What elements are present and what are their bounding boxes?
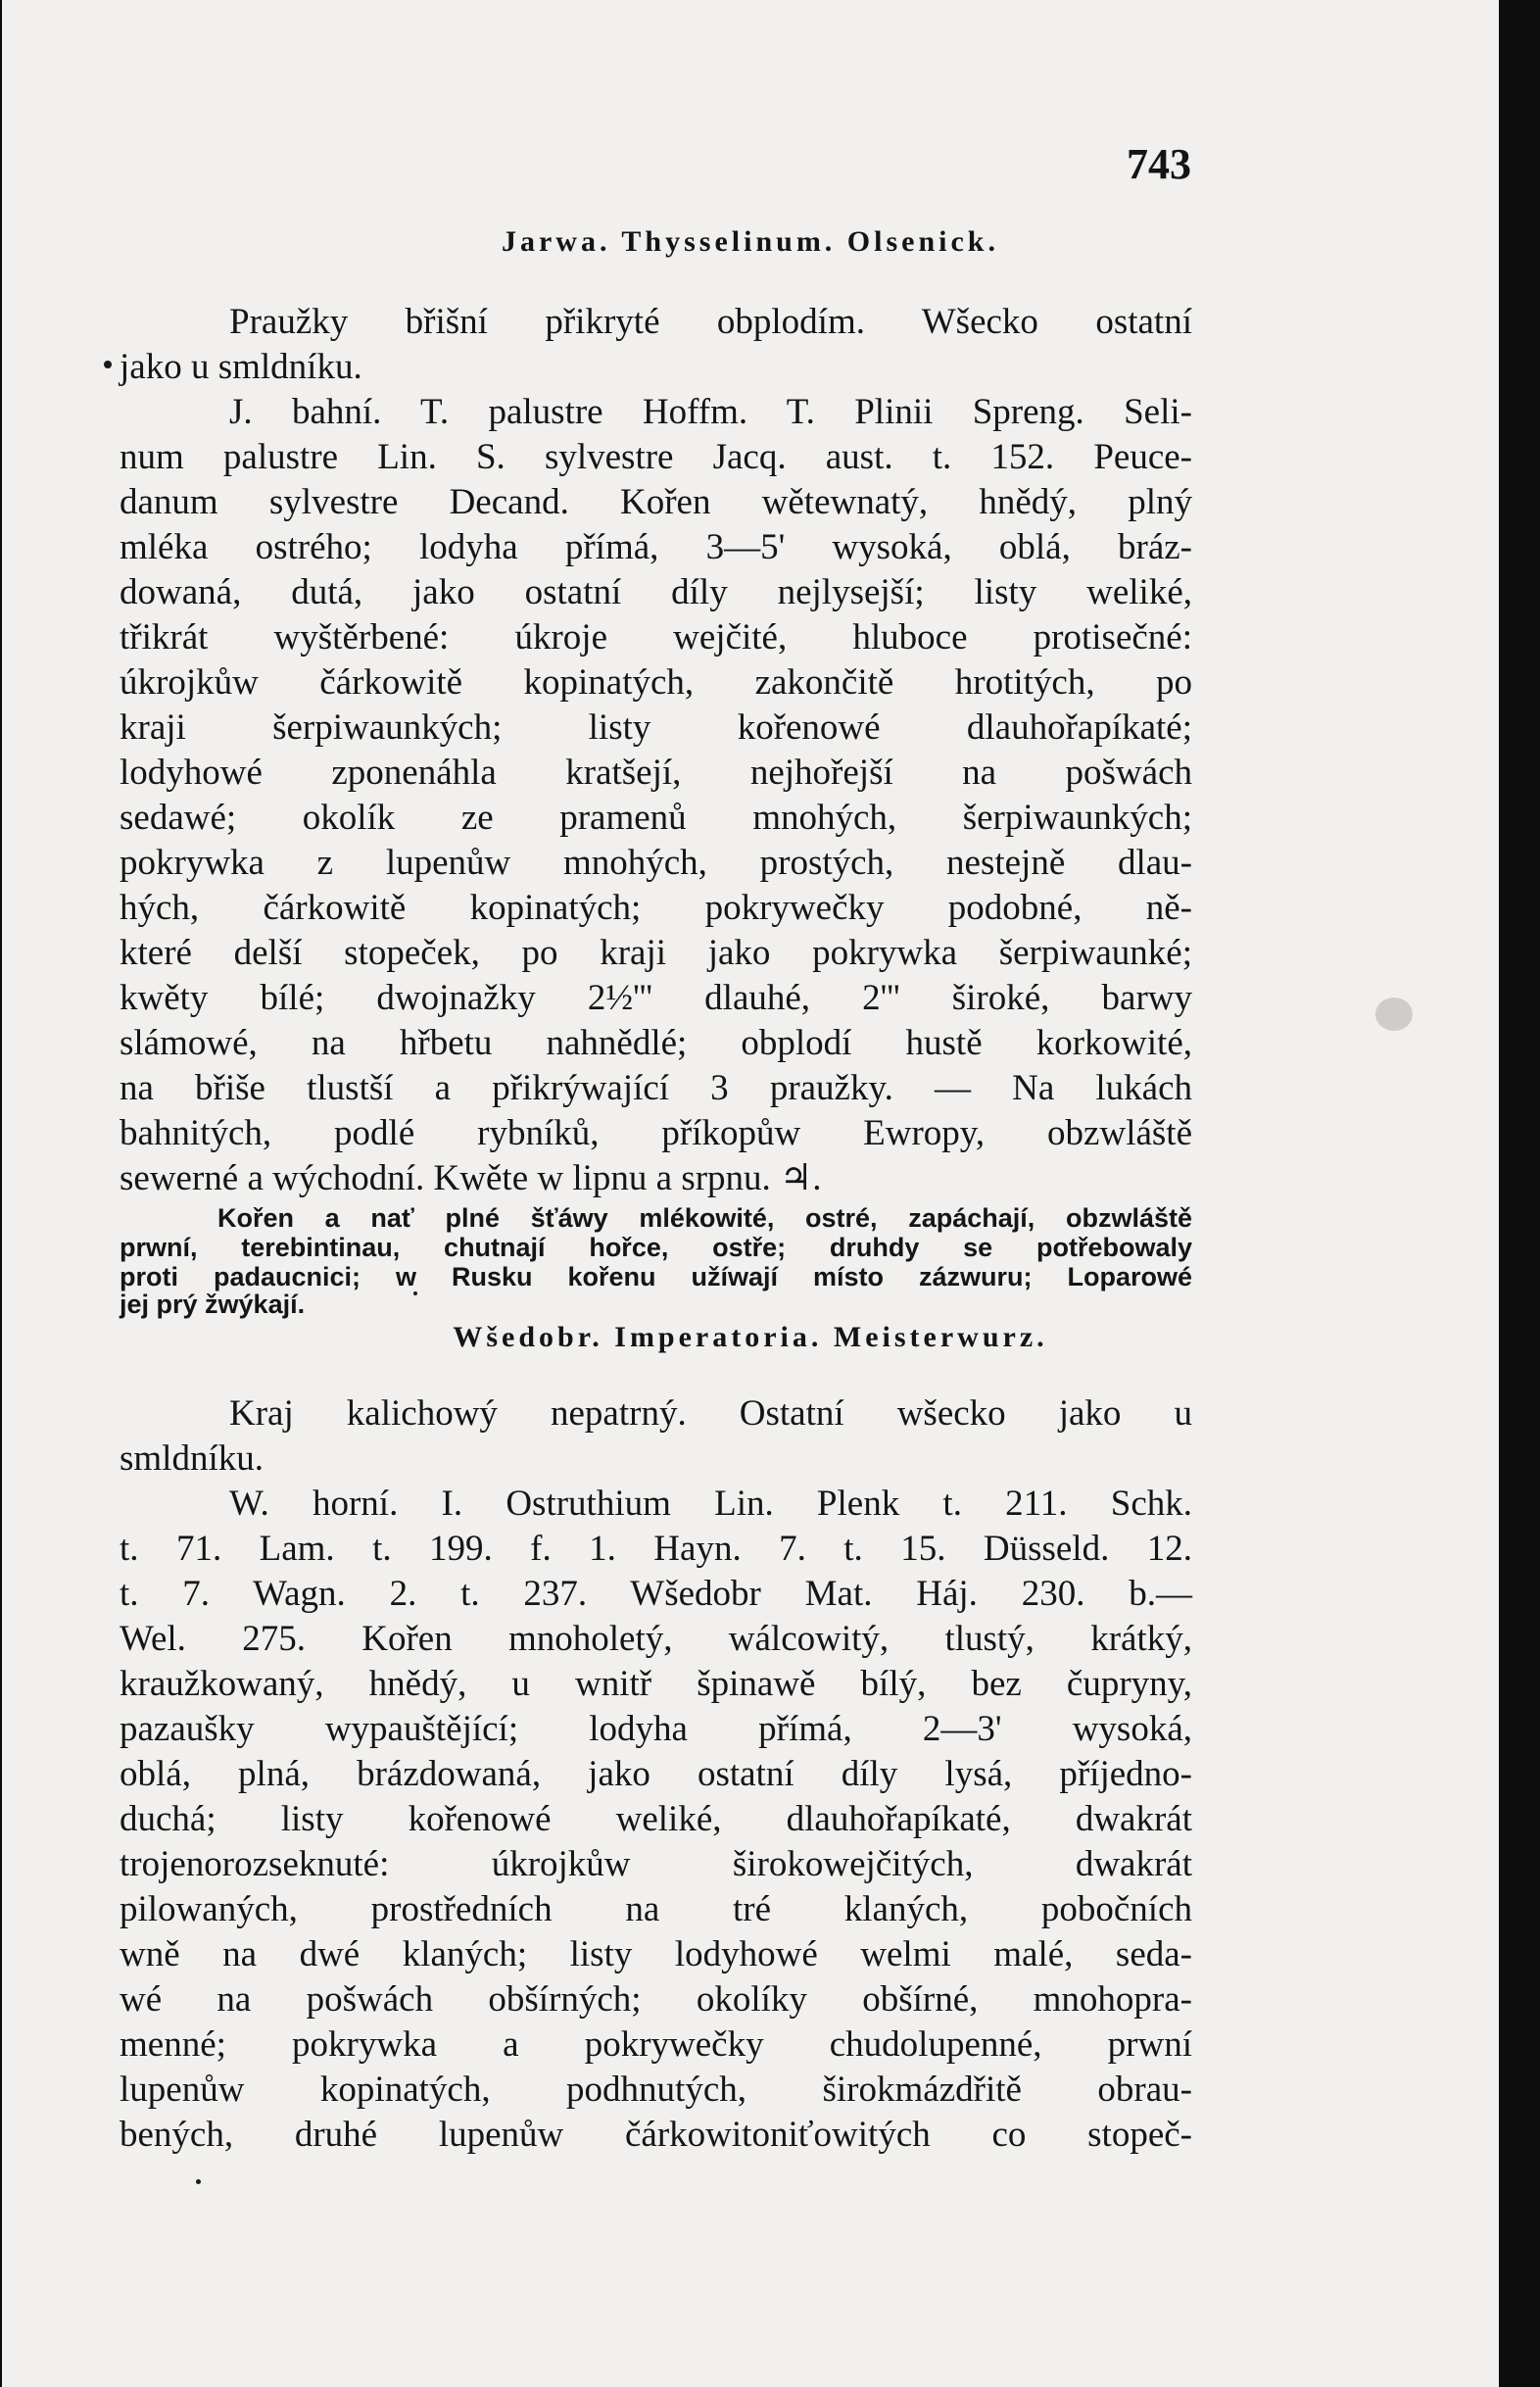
text-line: bených, druhé lupenůw čárkowitoniťowitých co stopeč- — [120, 2115, 1192, 2155]
text-line: které delší stopeček, po kraji jako pokrywka šerpiwaunké; — [120, 933, 1192, 973]
genus-heading-thysselinum: Jarwa. Thysselinum. Olsenick. — [501, 225, 999, 258]
ink-speck — [413, 1291, 417, 1295]
text-line: pilowaných, prostředních na tré klaných, pobočních — [120, 1889, 1192, 1929]
text-line: trojenorozseknuté: úkrojkůw širokowejčitých, dwakrát — [120, 1844, 1192, 1884]
text-line: kraji šerpiwaunkých; listy kořenowé dlauhořapíkaté; — [120, 707, 1192, 748]
ink-speck — [196, 2179, 201, 2184]
text-line: smldníku. — [120, 1438, 264, 1479]
text-line: kwěty bílé; dwojnažky 2½''' dlauhé, 2''' široké, barwy — [120, 978, 1192, 1018]
text-line: jako u smldníku. — [120, 347, 362, 387]
text-line: Praužky břišní přikryté obplodím. Wšecko ostatní — [229, 302, 1192, 342]
genus-heading-imperatoria: Wšedobr. Imperatoria. Meisterwurz. — [453, 1321, 1048, 1353]
note-line: Kořen a nať plné šťáwy mlékowité, ostré, zapáchají, obzwláště — [217, 1203, 1192, 1233]
text-line: t. 71. Lam. t. 199. f. 1. Hayn. 7. t. 15. Düsseld. 12. — [120, 1529, 1192, 1569]
text-line: třikrát wyštěrbené: úkroje wejčité, hluboce protisečné: — [120, 617, 1192, 658]
text-line: sewerné a wýchodní. Kwěte w lipnu a srpnu. ♃. — [120, 1158, 822, 1198]
text-line: lupenůw kopinatých, podhnutých, širokmázdřitě obrau- — [120, 2070, 1192, 2110]
text-line: hých, čárkowitě kopinatých; pokrywečky podobné, ně- — [120, 888, 1192, 928]
text-line: duchá; listy kořenowé weliké, dlauhořapíkaté, dwakrát — [120, 1799, 1192, 1839]
text-line: sedawé; okolík ze pramenů mnohých, šerpiwaunkých; — [120, 798, 1192, 838]
text-line: mléka ostrého; lodyha přímá, 3—5' wysoká, oblá, bráz- — [120, 527, 1192, 567]
text-line: kraužkowaný, hnědý, u wnitř špinawě bílý, bez čupryny, — [120, 1664, 1192, 1704]
text-line: bahnitých, podlé rybníků, příkopůw Ewropy, obzwláště — [120, 1113, 1192, 1153]
text-line: t. 7. Wagn. 2. t. 237. Wšedobr Mat. Háj. 230. b.— — [120, 1574, 1192, 1614]
text-line: pokrywka z lupenůw mnohých, prostých, nestejně dlau- — [120, 843, 1192, 883]
text-line: pazaušky wypauštějící; lodyha přímá, 2—3' wysoká, — [120, 1709, 1192, 1749]
text-line: slámowé, na hřbetu nahnědlé; obplodí hustě korkowité, — [120, 1023, 1192, 1063]
paper-stain — [1375, 998, 1413, 1031]
scan-border — [1499, 0, 1540, 2387]
text-line: úkrojkůw čárkowitě kopinatých, zakončitě hrotitých, po — [120, 662, 1192, 703]
book-page — [2, 0, 1499, 2387]
note-line: jej prý žwýkají. — [120, 1290, 306, 1319]
note-line: prwní, terebintinau, chutnají hořce, ostře; druhdy se potřebowaly — [120, 1233, 1192, 1262]
page-number: 743 — [1127, 140, 1191, 188]
text-line: wně na dwé klaných; listy lodyhowé welmi malé, seda- — [120, 1934, 1192, 1974]
text-line: oblá, plná, brázdowaná, jako ostatní díly lysá, příjedno- — [120, 1754, 1192, 1794]
text-line: lodyhowé zponenáhla kratšejí, nejhořejší na pošwách — [120, 753, 1192, 793]
text-line: dowaná, dutá, jako ostatní díly nejlysejší; listy weliké, — [120, 572, 1192, 612]
text-line: Kraj kalichowý nepatrný. Ostatní wšecko jako u — [229, 1393, 1192, 1434]
text-line: num palustre Lin. S. sylvestre Jacq. aust. t. 152. Peuce- — [120, 437, 1192, 477]
text-line: danum sylvestre Decand. Kořen wětewnatý, hnědý, plný — [120, 482, 1192, 522]
text-line: W. horní. I. Ostruthium Lin. Plenk t. 211. Schk. — [229, 1484, 1192, 1524]
text-line: J. bahní. T. palustre Hoffm. T. Plinii Spreng. Seli- — [229, 392, 1192, 432]
text-line: na břiše tlustší a přikrýwající 3 praužky. — Na lukách — [120, 1068, 1192, 1108]
ink-speck — [104, 361, 112, 368]
note-line: proti padaucnici; w Rusku kořenu užíwají místo zázwuru; Loparowé — [120, 1262, 1192, 1291]
text-line: Wel. 275. Kořen mnoholetý, wálcowitý, tlustý, krátký, — [120, 1619, 1192, 1659]
text-line: wé na pošwách obšírných; okolíky obšírné, mnohopra- — [120, 1979, 1192, 2020]
text-line: menné; pokrywka a pokrywečky chudolupenné, prwní — [120, 2024, 1192, 2065]
